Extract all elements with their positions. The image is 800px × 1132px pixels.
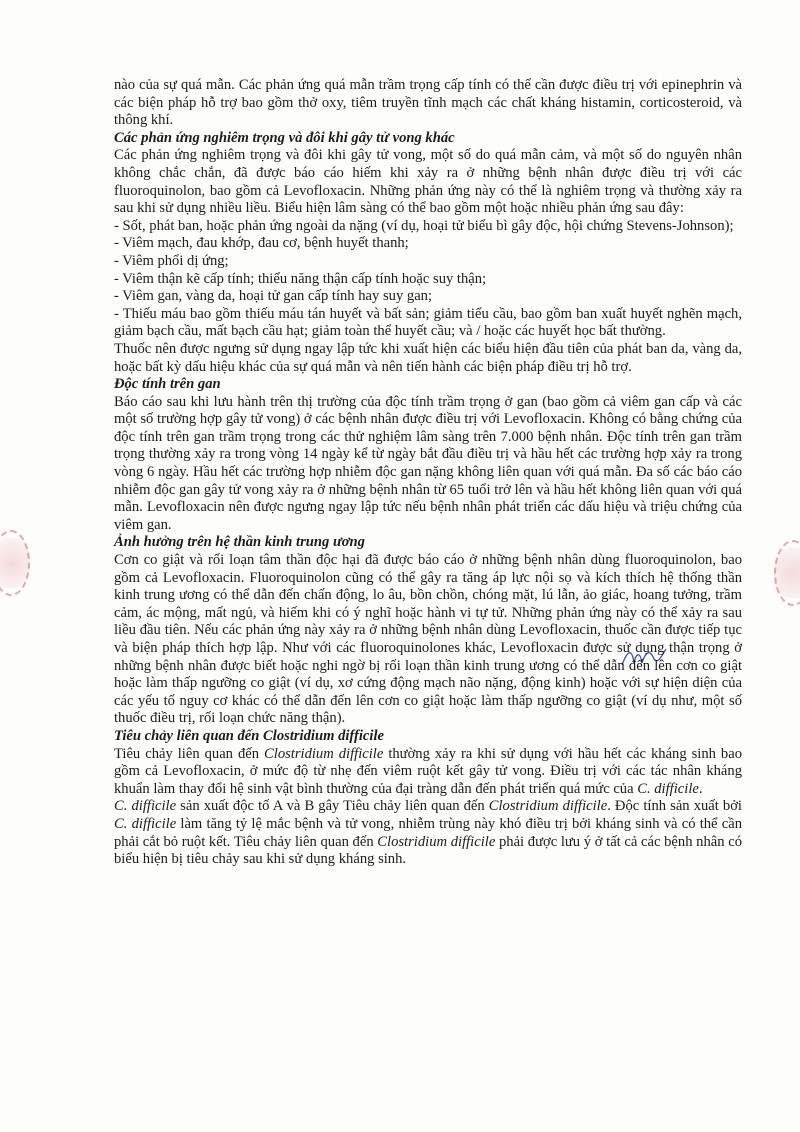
section-heading-serious-reactions: Các phản ứng nghiêm trọng và đôi khi gây tử vong khác [114,129,455,146]
discontinue-paragraph: Thuốc nên được ngưng sử dụng ngay lập tức khi xuất hiện các biểu hiện đầu tiên của phát ban da, vàng da, hoặc bất kỳ dấu hiệu khác của sự quá mẫn và nên tiến hành các biện pháp điều trị hỗ trợ. [114,340,742,375]
bullet-item: - Thiếu máu bao gồm thiếu máu tán huyết và bất sản; giảm tiểu cầu, bao gồm ban xuất huyết nghẽn mạch, giảm bạch cầu, mất bạch cầu hạt; giảm toàn thể huyết cầu; và / hoặc các huyết học bất thường. [114,305,742,340]
serious-reactions-paragraph: Các phản ứng nghiêm trọng và đôi khi gây tử vong, một số do quá mẫn cảm, và một số do nguyên nhân không chắc chắn, đã được báo cáo hiếm khi xảy ra ở những bệnh nhân được điều trị với các fluoroquinolon, bao gồm cả Levofloxacin. Những phản ứng này có thể là nghiêm trọng và thường xảy ra sau khi sử dụng nhiều liều. Biểu hiện lâm sàng có thể bao gồm một hoặc nhiều phản ứng sau đây: [114,147,742,217]
cns-effects-paragraph: Cơn co giật và rối loạn tâm thần độc hại đã được báo cáo ở những bệnh nhân dùng fluoroquinolon, bao gồm cả Levofloxacin. Fluoroquinolon cũng có thể gây ra tăng áp lực nội sọ và kích thích hệ thống thần kinh trung ương có thể dẫn đến chấn động, lo âu, bồn chồn, chóng mặt, lú lẫn, ảo giác, hoang tưởng, trầm cảm, ác mộng, mất ngủ, và hiếm khi có ý nghĩ hoặc hành vi tự tử. Những phản ứng này có thể xảy ra sau liều đầu tiên. Nếu các phản ứng này xảy ra ở những bệnh nhân dùng Levofloxacin, thuốc cần được tiếp tục và biện pháp thích hợp lập. Như với các fluoroquinolones khác, Levofloxacin được sử dụng thận trọng ở những bệnh nhân được biết hoặc nghi ngờ bị rối loạn thần kinh trung ương có thể dẫn đến lên cơn co giật hoặc làm thấp ngưỡng co giật (ví dụ, xơ cứng động mạch não nặng, động kinh) hoặc với sự hiện diện của các yếu tố nguy cơ khác có thể dẫn đến lên cơn co giật hoặc làm thấp ngưỡng co giật (ví dụ như, một số thuốc điều trị, rối loạn chức năng thận). [114,552,742,727]
intro-paragraph: nào của sự quá mẫn. Các phản ứng quá mẫn trầm trọng cấp tính có thể cần được điều trị với epinephrin và các biện pháp hỗ trợ bao gồm thở oxy, tiêm truyền tĩnh mạch các chất kháng histamin, corticosteroid, và thông khí. [114,77,742,129]
red-seal-stamp-right [774,540,800,606]
red-seal-stamp-left [0,530,30,596]
section-heading-hepatotoxicity: Độc tính trên gan [114,376,221,393]
bullet-item: - Sốt, phát ban, hoặc phản ứng ngoài da nặng (ví dụ, hoại tử biểu bì gây độc, hội chứng Stevens-Johnson); [114,217,734,234]
cdiff-paragraph-2: C. difficile sản xuất độc tố A và B gây Tiêu chảy liên quan đến Clostridium difficile. Độc tính sản xuất bởi C. difficile làm tăng tỷ lệ mắc bệnh và tử vong, nhiễm trùng này khó điều trị bởi kháng sinh và có thể cần phải cắt bỏ ruột kết. Tiêu chảy liên quan đến Clostridium difficile phải được lưu ý ở tất cả các bệnh nhân có biểu hiện bị tiêu chảy sau khi sử dụng kháng sinh. [114,798,742,868]
section-heading-cdiff: Tiêu chảy liên quan đến Clostridium difficile [114,727,384,744]
bullet-item: - Viêm mạch, đau khớp, đau cơ, bệnh huyết thanh; [114,235,409,252]
bullet-item: - Viêm phổi dị ứng; [114,252,229,269]
hepatotoxicity-paragraph: Báo cáo sau khi lưu hành trên thị trường của độc tính trầm trọng ở gan (bao gồm cả viêm gan cấp và các một số trường hợp gây tử vong) ở các bệnh nhân được điều trị với Levofloxacin. Không có bằng chứng của độc tính trên gan trầm trọng trong các thử nghiệm lâm sàng trên 7.000 bệnh nhân. Độc tính trên gan trầm trọng thường xảy ra trong vòng 14 ngày kể từ ngày bắt đầu điều trị và hầu hết các trường hợp xảy ra trong vòng 6 ngày. Hầu hết các trường hợp nhiễm độc gan nặng không liên quan với quá mẫn. Đa số các báo cáo nhiễm độc gan gây tử vong xảy ra ở những bệnh nhân từ 65 tuổi trở lên và hầu hết không liên quan với quá mẫn. Levofloxacin nên được ngưng ngay lập tức nếu bệnh nhân phát triển các dấu hiệu và triệu chứng của viêm gan. [114,393,742,533]
bullet-item: - Viêm thận kẽ cấp tính; thiểu năng thận cấp tính hoặc suy thận; [114,270,487,287]
bullet-item: - Viêm gan, vàng da, hoại tử gan cấp tính hay suy gan; [114,288,433,305]
section-heading-cns-effects: Ảnh hưởng trên hệ thần kinh trung ương [114,534,365,551]
cdiff-paragraph-1: Tiêu chảy liên quan đến Clostridium difficile thường xảy ra khi sử dụng với hầu hết các kháng sinh bao gồm cả Levofloxacin, ở mức độ từ nhẹ đến viêm ruột kết gây tử vong. Điều trị với các tác nhân kháng khuẩn làm thay đổi hệ sinh vật bình thường của đại tràng dẫn đến phát triển quá mức của C. difficile. [114,745,743,797]
document-page [114,77,742,869]
